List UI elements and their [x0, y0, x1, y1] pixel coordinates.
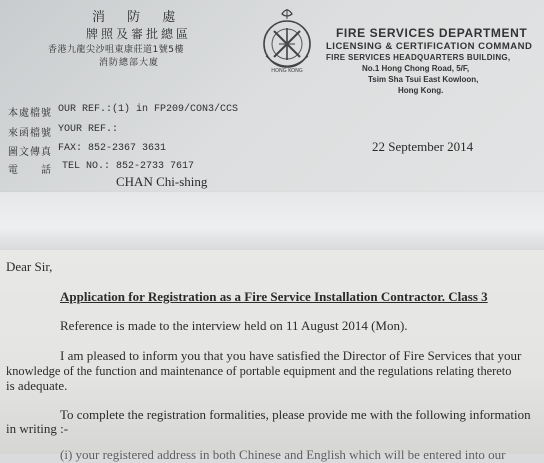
your-ref-label-chinese: 來函檔號: [8, 128, 52, 139]
salutation: Dear Sir,: [6, 259, 53, 274]
your-ref: YOUR REF.:: [58, 124, 119, 135]
paragraph-interview-reference: Reference is made to the interview held on 11 August 2014 (Mon).: [60, 318, 408, 333]
address-english-line2: Tsim Sha Tsui East Kowloon,: [368, 75, 479, 84]
our-ref: OUR REF.:(1) in FP209/CON3/CCS: [58, 104, 239, 115]
letter-date: 22 September 2014: [372, 139, 474, 154]
paragraph-item-partial: (i) your registered address in both Chinese and English which will be entered into our: [60, 447, 506, 462]
command-name-english: LICENSING & CERTIFICATION COMMAND: [326, 41, 533, 52]
address-english-line1: No.1 Hong Chong Road, 5/F,: [362, 64, 470, 73]
paragraph-result-line3: is adequate.: [6, 378, 68, 393]
fire-services-crest-icon: [258, 6, 316, 86]
fax-label-chinese: 圖文傳真: [8, 147, 52, 158]
our-ref-label-chinese: 本處檔號: [8, 108, 52, 119]
recipient-name: CHAN Chi-shing: [116, 174, 208, 189]
crest-lettering: HONG KONG: [271, 68, 303, 74]
building-name-english: FIRE SERVICES HEADQUARTERS BUILDING,: [326, 53, 511, 62]
fax-number: FAX: 852-2367 3631: [58, 143, 167, 154]
letter-subject: Application for Registration as a Fire Service Installation Contractor. Class 3: [60, 289, 488, 304]
paper-fold: [0, 192, 544, 250]
address-english-line3: Hong Kong.: [398, 86, 444, 95]
address-chinese-line1: 香港九龍尖沙咀東康莊道1號5樓: [48, 45, 184, 55]
paragraph-result-line2: knowledge of the function and maintenance of portable equipment and the regulations relating thereto: [6, 364, 512, 378]
tel-number: TEL NO.: 852-2733 7617: [62, 161, 195, 172]
dept-name-english: FIRE SERVICES DEPARTMENT: [336, 26, 528, 40]
paragraph-formalities-line1: To complete the registration formalities, please provide me with the following information: [60, 407, 531, 422]
paragraph-formalities-line2: in writing :-: [6, 421, 69, 436]
section-name-chinese: 牌照及審批總區: [86, 27, 192, 41]
tel-label-chinese: 電 話: [8, 165, 52, 176]
paragraph-result-line1: I am pleased to inform you that you have satisfied the Director of Fire Services that your: [60, 348, 522, 363]
dept-name-chinese: 消 防 處: [92, 10, 185, 25]
address-chinese-line2: 消防總部大廈: [99, 58, 160, 68]
